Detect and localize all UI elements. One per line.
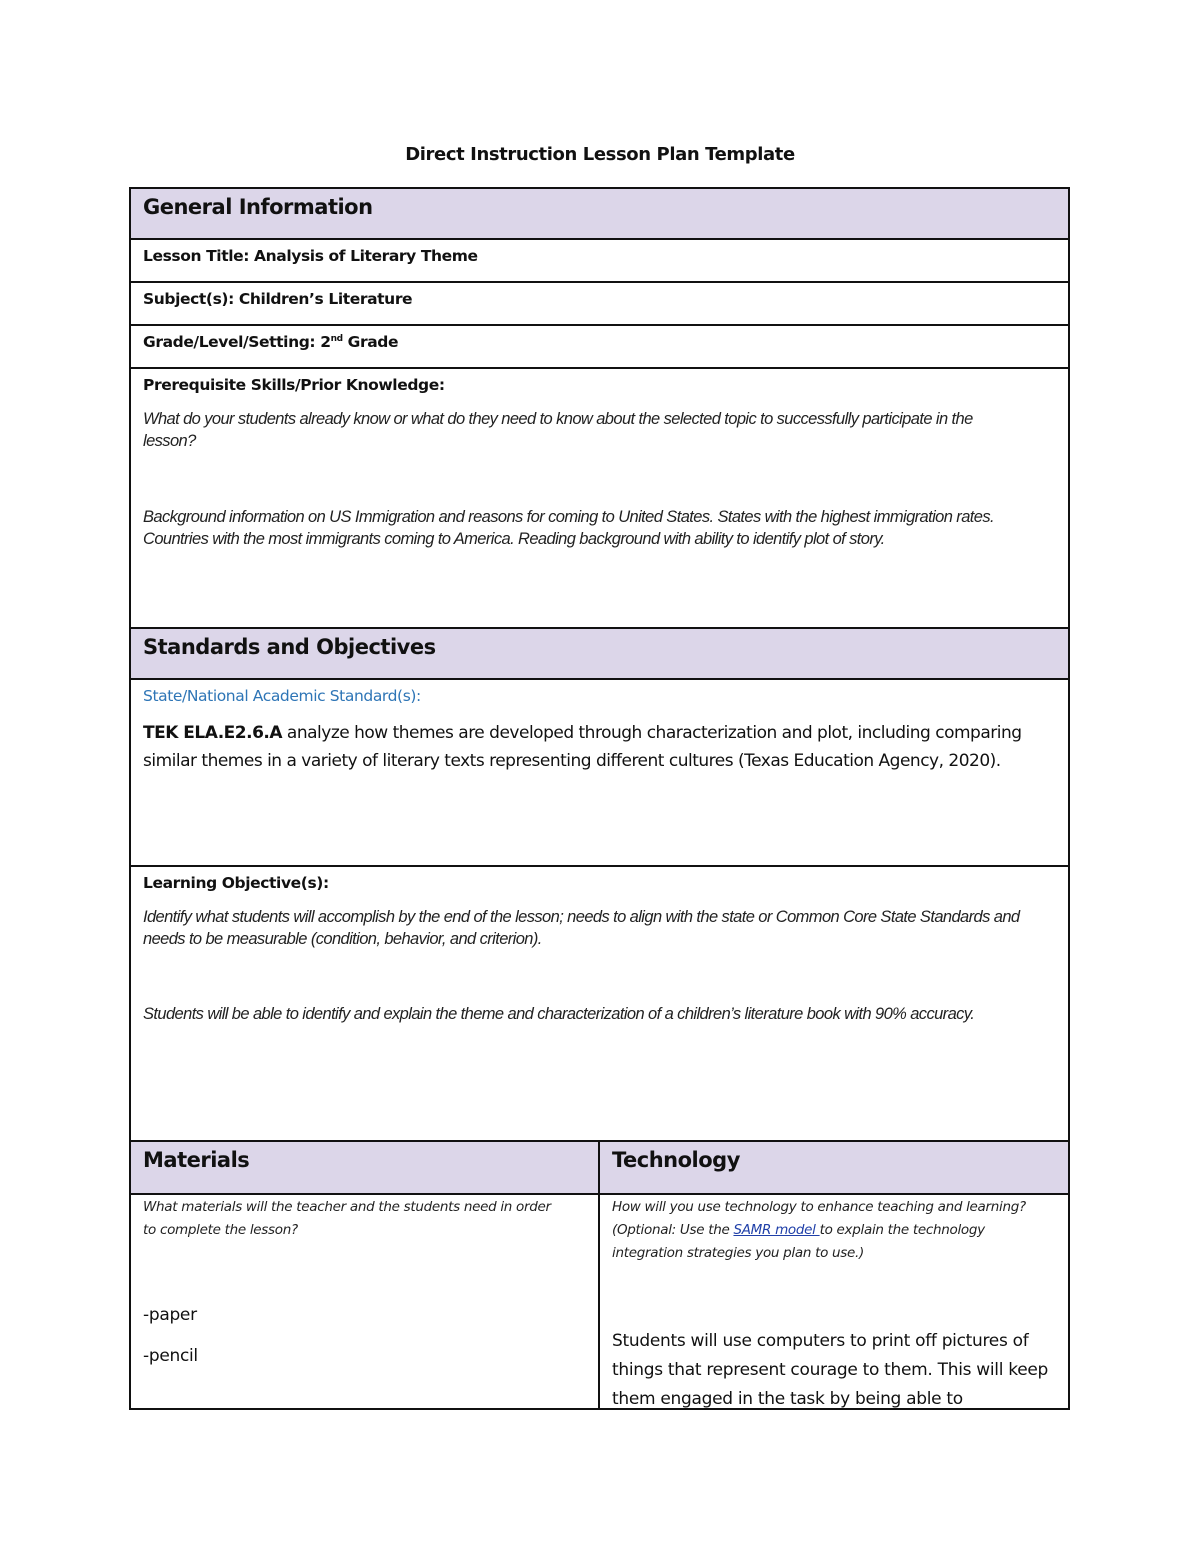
standard-code: TEK ELA.E2.6.A	[143, 723, 283, 743]
materials-technology-content-row	[131, 1195, 1068, 1408]
materials-item: -pencil	[143, 1346, 198, 1366]
lesson-title-row	[131, 240, 1068, 283]
materials-technology-header-row	[131, 1142, 1068, 1195]
prerequisite-row	[131, 369, 1068, 629]
technology-prompt-end: to explain the technology integration strategies you plan to use.)	[612, 1222, 985, 1261]
prerequisite-prompt: What do your students already know or what do they need to know about the selected topic to successfully participate in the lesson?	[143, 410, 973, 450]
samr-model-link[interactable]: SAMR model	[733, 1222, 820, 1238]
prerequisite-label: Prerequisite Skills/Prior Knowledge:	[143, 376, 445, 394]
state-standard-row	[131, 680, 1068, 867]
lesson-title-label: Lesson Title:	[143, 247, 250, 265]
section-header-standards-objectives: Standards and Objectives	[131, 629, 1068, 680]
materials-cell	[131, 1195, 600, 1408]
lesson-title-value: Analysis of Literary Theme	[254, 247, 478, 265]
section-header-general-information: General Information	[131, 189, 1068, 240]
subjects-value: Children’s Literature	[238, 290, 413, 308]
learning-objective-prompt: Identify what students will accomplish by the end of the lesson; needs to align with the state or Common Core State Standards and needs to be measurable (condition, behavior, and criterion).	[143, 908, 1020, 948]
state-standard-text	[143, 719, 1043, 775]
grade-row	[131, 326, 1068, 369]
technology-prompt-start: How will you use technology to enhance teaching and learning? (Optional: Use the	[612, 1199, 1026, 1238]
state-standard-label: State/National Academic Standard(s):	[143, 687, 421, 705]
subjects-label: Subject(s):	[143, 290, 234, 308]
grade-number: 2	[320, 333, 331, 351]
learning-objective-answer: Students will be able to identify and explain the theme and characterization of a children’s literature book with 90% accuracy.	[143, 1005, 975, 1023]
learning-objective-label: Learning Objective(s):	[143, 874, 329, 892]
technology-prompt	[612, 1196, 1032, 1265]
technology-answer: Students will use computers to print off pictures of things that represent courage to them. This will keep them engaged in the task by being able to	[612, 1331, 1049, 1408]
grade-label: Grade/Level/Setting:	[143, 333, 316, 351]
standard-description: analyze how themes are developed through characterization and plot, including comparing similar themes in a variety of literary texts representing different cultures (Texas Education Agency, 2020).	[143, 723, 1022, 771]
materials-prompt: What materials will the teacher and the students need in order to complete the lesson?	[143, 1199, 551, 1238]
grade-word: Grade	[347, 333, 399, 351]
grade-suffix: nd	[330, 333, 343, 344]
document-title: Direct Instruction Lesson Plan Template	[405, 144, 795, 165]
subjects-row	[131, 283, 1068, 326]
lesson-plan-table	[129, 187, 1070, 1410]
section-header-technology: Technology	[600, 1142, 1068, 1193]
learning-objective-row	[131, 867, 1068, 1142]
section-header-materials: Materials	[131, 1142, 600, 1193]
prerequisite-answer: Background information on US Immigration and reasons for coming to United States. States with the highest immigration rates. Countries with the most immigrants coming to America. Reading background with ability to identify plot of story.	[143, 508, 994, 548]
materials-item: -paper	[143, 1305, 197, 1325]
technology-cell	[600, 1195, 1068, 1408]
